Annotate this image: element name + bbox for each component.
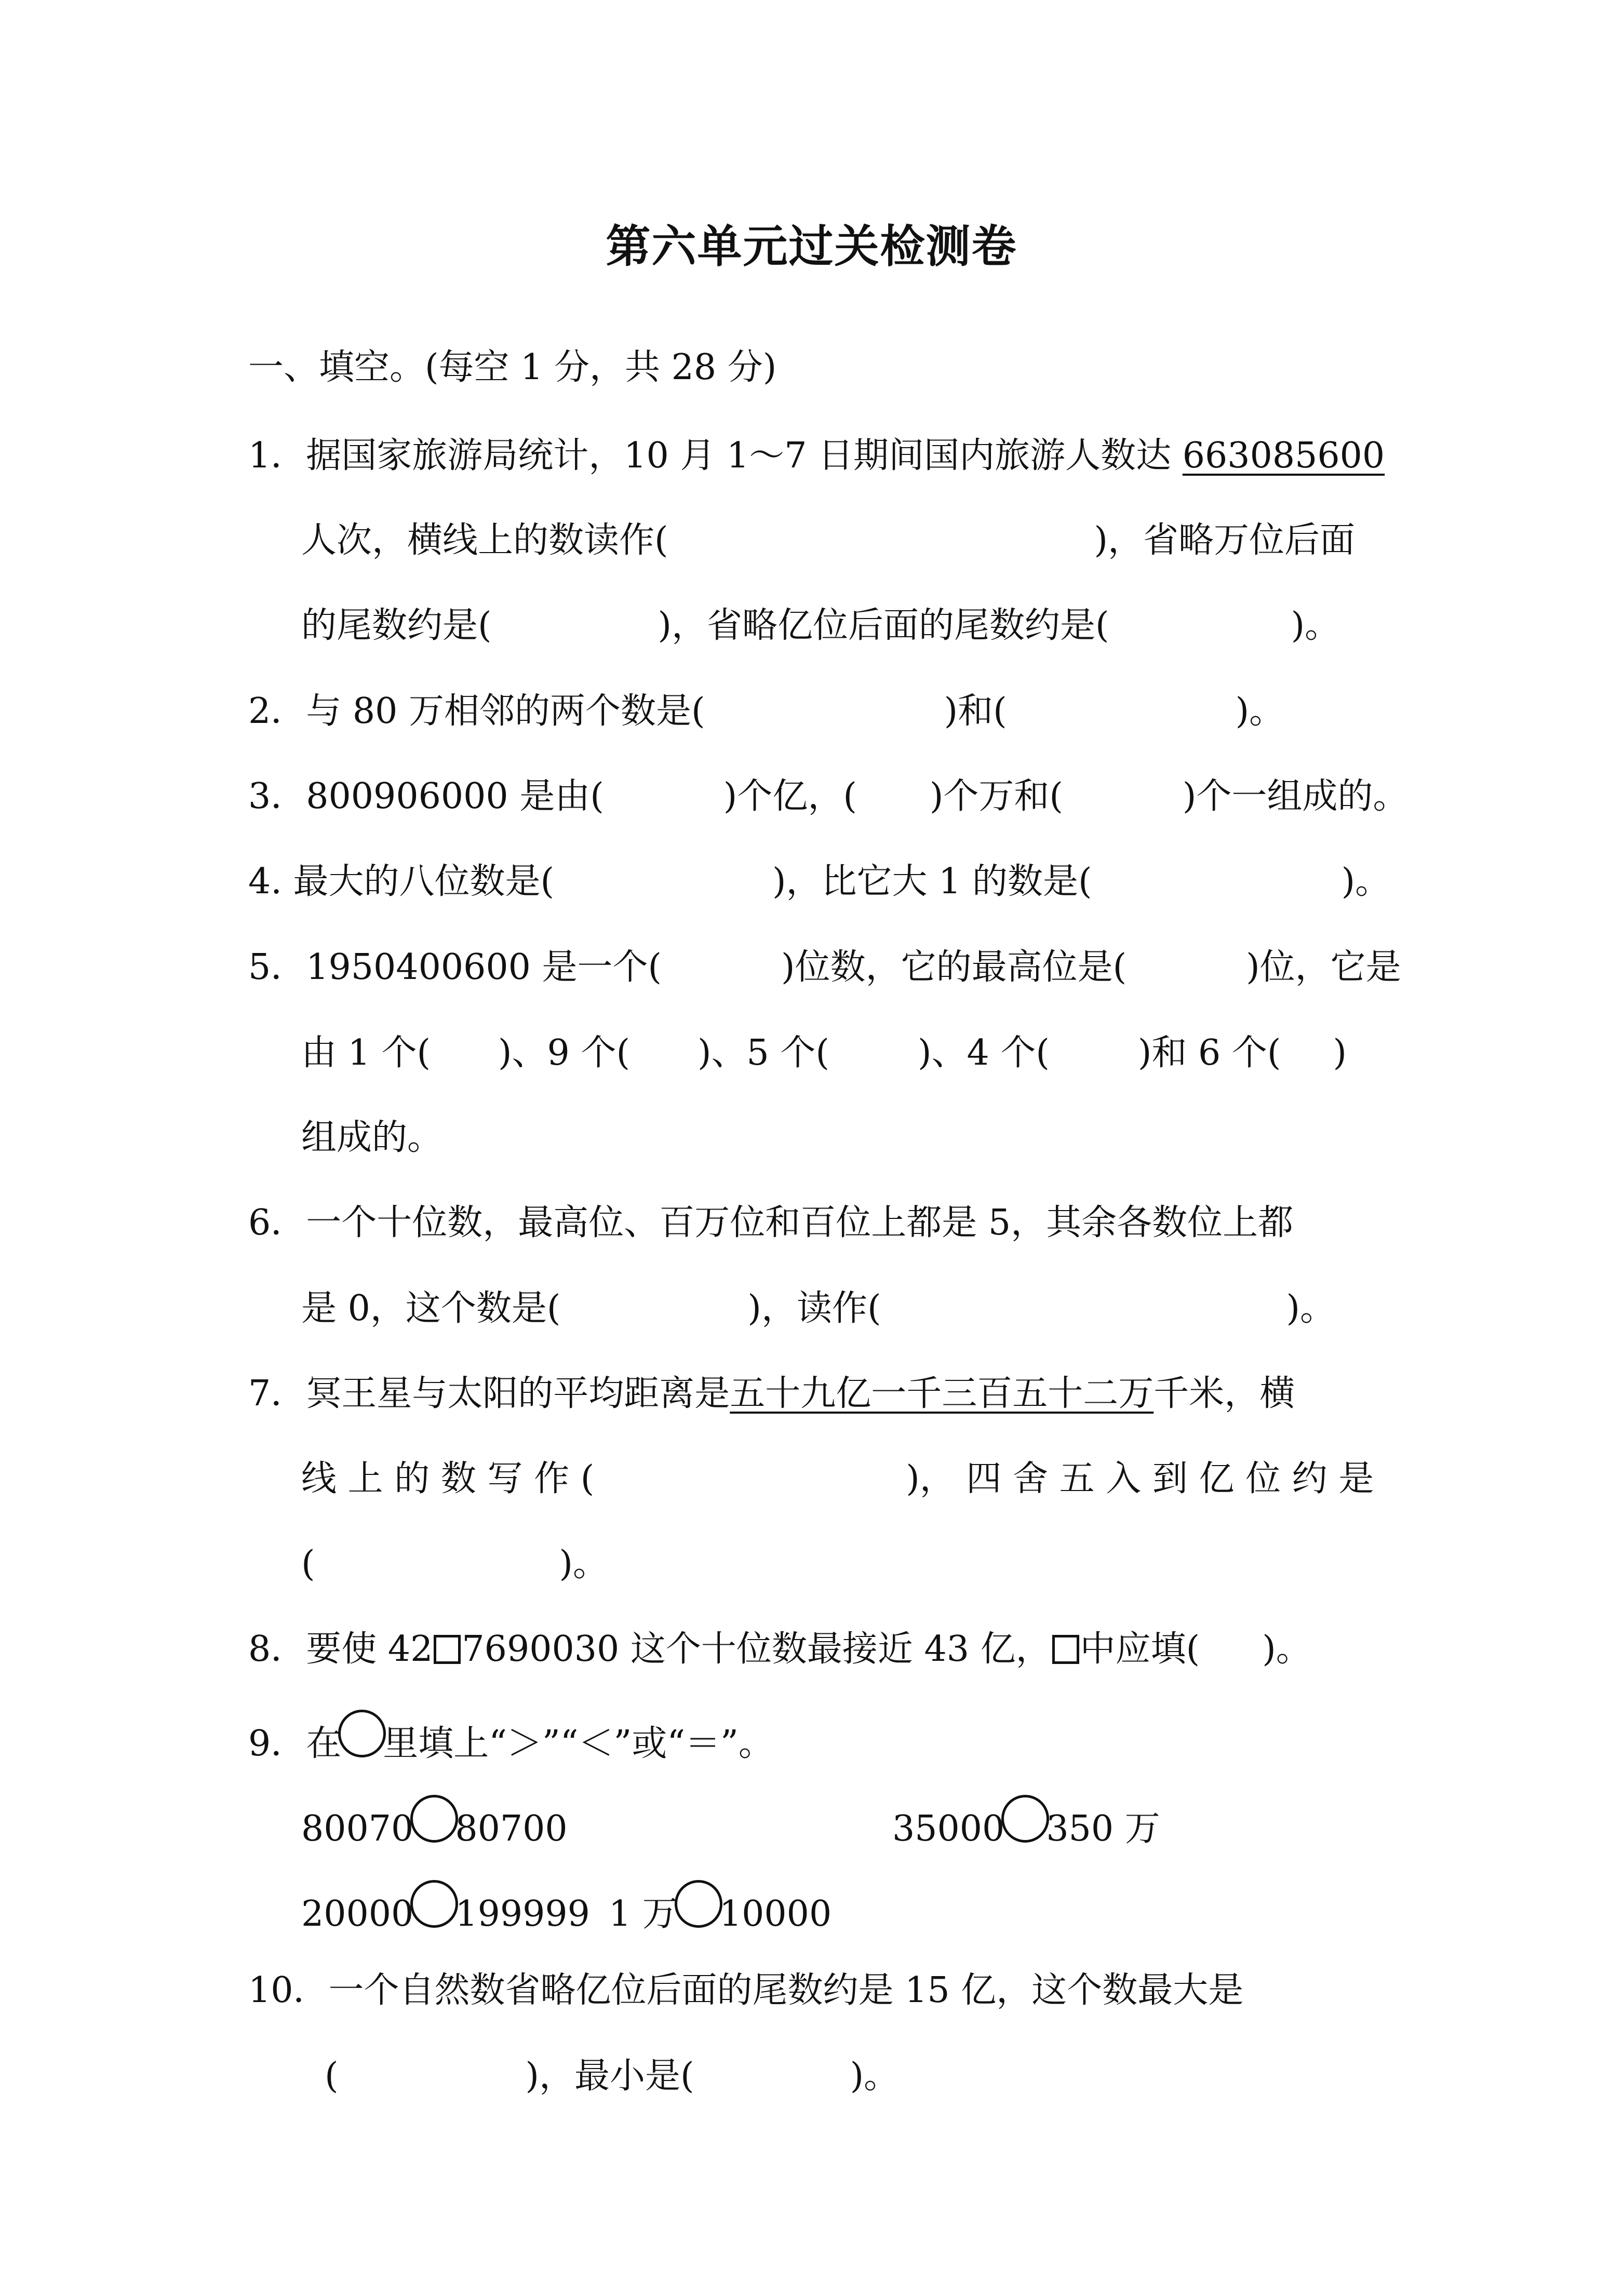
compare-circle-input[interactable]	[1001, 1795, 1049, 1843]
question-10-line-1: 10．一个自然数省略亿位后面的尾数约是 15 亿，这个数最大是	[248, 1970, 1244, 2011]
q1-text: )。	[1291, 605, 1340, 646]
circle-icon	[338, 1710, 386, 1757]
question-4	[248, 857, 1623, 907]
compare-right: 199999	[455, 1894, 590, 1935]
square-box-icon[interactable]	[434, 1635, 461, 1664]
question-5-line-2	[301, 1028, 1623, 1078]
compare-circle-input[interactable]	[410, 1795, 458, 1843]
q10-text: )。	[850, 2056, 900, 2097]
question-7-line-1	[248, 1369, 1623, 1419]
q5-text: )位数，它的最高位是(	[781, 947, 1127, 988]
question-7-line-2	[301, 1454, 1623, 1504]
question-6-line-2	[301, 1284, 1623, 1334]
compare-left: 80070	[301, 1808, 414, 1849]
page-title: 第六单元过关检测卷	[606, 221, 1017, 273]
compare-item-4	[609, 1880, 831, 1939]
q5-text: )、5 个(	[697, 1032, 829, 1073]
q6-text: )。	[1286, 1288, 1336, 1329]
question-5-line-1	[248, 943, 1623, 992]
q1-text: )，省略亿位后面的尾数约是(	[658, 605, 1109, 646]
q5-text: )位，它是	[1246, 947, 1401, 988]
compare-circle-input[interactable]	[675, 1880, 722, 1928]
q8-text: )。	[1262, 1629, 1311, 1670]
q1-text: 1．据国家旅游局统计，10 月 1～7 日期间国内旅游人数达	[248, 435, 1183, 476]
square-box-icon	[1052, 1635, 1079, 1664]
q6-text: 是 0，这个数是(	[301, 1288, 561, 1329]
compare-item-1	[301, 1795, 568, 1854]
q10-text: (	[325, 2056, 339, 2097]
q5-text: )和 6 个(	[1137, 1032, 1281, 1073]
q7-text: )。	[559, 1543, 609, 1585]
compare-item-3	[301, 1880, 590, 1939]
question-7-line-3	[301, 1539, 1623, 1589]
question-3	[248, 772, 1623, 822]
q7-text: 7．冥王星与太阳的平均距离是	[248, 1373, 730, 1414]
q1-text: 的尾数约是(	[301, 605, 492, 646]
question-10-line-2	[325, 2051, 1623, 2101]
q10-text: )，最小是(	[525, 2056, 694, 2097]
q7-underlined-text: 五十九亿一千三百五十二万	[730, 1373, 1154, 1414]
compare-right: 80700	[455, 1808, 568, 1849]
q9-text: 9．在	[248, 1723, 342, 1764]
q5-text: )	[1333, 1032, 1347, 1073]
q5-text: )、4 个(	[917, 1032, 1050, 1073]
question-8	[248, 1624, 1623, 1674]
q3-text: )个一组成的。	[1182, 776, 1409, 817]
compare-circle-input[interactable]	[410, 1880, 458, 1928]
q2-text: )和(	[944, 691, 1007, 732]
section-heading: 一、填空。(每空 1 分，共 28 分)	[248, 347, 777, 388]
q1-text: 人次，横线上的数读作(	[301, 520, 668, 561]
question-1-line-1	[248, 431, 1623, 481]
q1-text: )，省略万位后面	[1094, 520, 1356, 561]
q5-text: 5．1950400600 是一个(	[248, 947, 662, 988]
question-1-line-3	[301, 601, 1623, 651]
question-5-line-3: 组成的。	[301, 1117, 443, 1158]
compare-left: 1 万	[609, 1894, 678, 1935]
q4-text: )，比它大 1 的数是(	[772, 861, 1092, 902]
q4-text: )。	[1341, 861, 1391, 902]
q2-text: )。	[1235, 691, 1285, 732]
q2-text: 2．与 80 万相邻的两个数是(	[248, 691, 705, 732]
compare-right: 10000	[719, 1894, 832, 1935]
q5-text: 由 1 个(	[301, 1032, 431, 1073]
q7-text: )， 四 舍 五 入 到 亿 位 约 是	[906, 1458, 1374, 1499]
compare-left: 20000	[301, 1894, 414, 1935]
q3-text: )个万和(	[929, 776, 1063, 817]
q8-text: 中应填(	[1080, 1629, 1200, 1670]
q7-text: (	[301, 1543, 315, 1585]
q3-text: 3．800906000 是由(	[248, 776, 604, 817]
compare-right: 350 万	[1046, 1808, 1160, 1849]
q8-text: 7690030 这个十位数最接近 43 亿，	[462, 1629, 1051, 1670]
q9-text: 里填上“＞”“＜”或“＝”。	[383, 1723, 774, 1764]
q4-text: 4. 最大的八位数是(	[248, 861, 555, 902]
q7-text: 线 上 的 数 写 作 (	[301, 1458, 595, 1499]
question-1-line-2	[301, 516, 1623, 566]
q1-underlined-number: 663085600	[1182, 435, 1385, 476]
q6-text: )，读作(	[747, 1288, 881, 1329]
q7-text: 千米，横	[1153, 1373, 1295, 1414]
q3-text: )个亿，(	[723, 776, 857, 817]
question-9	[248, 1710, 1623, 1764]
q5-text: )、9 个(	[498, 1032, 630, 1073]
compare-left: 35000	[892, 1808, 1005, 1849]
question-2	[248, 687, 1623, 736]
compare-item-2	[892, 1795, 1160, 1854]
question-6-line-1: 6．一个十位数，最高位、百万位和百位上都是 5，其余各数位上都	[248, 1202, 1294, 1243]
q8-text: 8．要使 42	[248, 1629, 433, 1670]
